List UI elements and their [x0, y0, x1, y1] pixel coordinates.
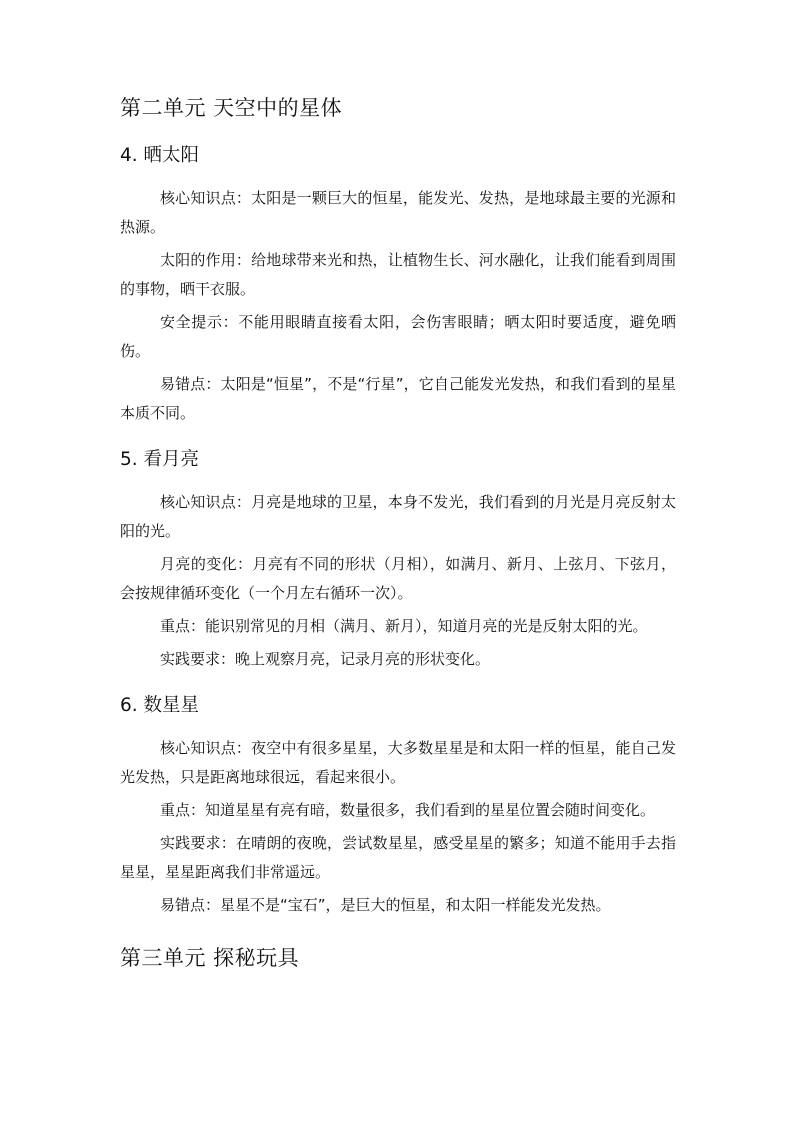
- lesson-title: 4. 晒太阳: [120, 145, 200, 166]
- paragraph-practice: 实践要求：在晴朗的夜晚，尝试数星星，感受星星的繁多；知道不能用手去指星星，星星距离我们非常遥远。: [120, 834, 676, 881]
- paragraph-key-point: 重点：知道星星有亮有暗，数量很多，我们看到的星星位置会随时间变化。: [160, 801, 656, 819]
- paragraph-core-knowledge: 核心知识点：夜空中有很多星星，大多数星星是和太阳一样的恒星，能自己发光发热，只是距离地球很远，看起来很小。: [120, 739, 676, 786]
- paragraph-common-mistake: 易错点：太阳是“恒星”，不是“行星”，它自己能发光发热，和我们看到的星星本质不同。: [120, 375, 676, 422]
- lesson-title: 6. 数星星: [120, 695, 200, 716]
- paragraph-safety-tip: 安全提示：不能用眼睛直接看太阳，会伤害眼睛；晒太阳时要适度，避免晒伤。: [120, 313, 676, 360]
- paragraph-core-knowledge: 核心知识点：月亮是地球的卫星，本身不发光，我们看到的月光是月亮反射太阳的光。: [120, 493, 676, 540]
- paragraph-core-knowledge: 核心知识点：太阳是一颗巨大的恒星，能发光、发热，是地球最主要的光源和热源。: [120, 189, 676, 236]
- lesson-section-4: [120, 142, 676, 428]
- document-content: [120, 92, 676, 974]
- paragraph-key-point: 重点：能识别常见的月相（满月、新月），知道月亮的光是反射太阳的光。: [160, 617, 648, 635]
- paragraph-moon-phases: 月亮的变化：月亮有不同的形状（月相），如满月、新月、上弦月、下弦月，会按规律循环变化（一个月左右循环一次）。: [120, 555, 676, 602]
- unit-title: 第三单元 探秘玩具: [120, 946, 300, 970]
- lesson-section-6: [120, 692, 676, 920]
- paragraph-practice: 实践要求：晚上观察月亮，记录月亮的形状变化。: [160, 650, 491, 668]
- unit-title: 第二单元 天空中的星体: [120, 96, 343, 120]
- paragraph-sun-effects: 太阳的作用：给地球带来光和热，让植物生长、河水融化，让我们能看到周围的事物，晒干衣服。: [120, 251, 676, 298]
- paragraph-common-mistake: 易错点：星星不是“宝石”，是巨大的恒星，和太阳一样能发光发热。: [160, 896, 611, 914]
- lesson-title: 5. 看月亮: [120, 449, 200, 470]
- lesson-section-5: [120, 446, 676, 674]
